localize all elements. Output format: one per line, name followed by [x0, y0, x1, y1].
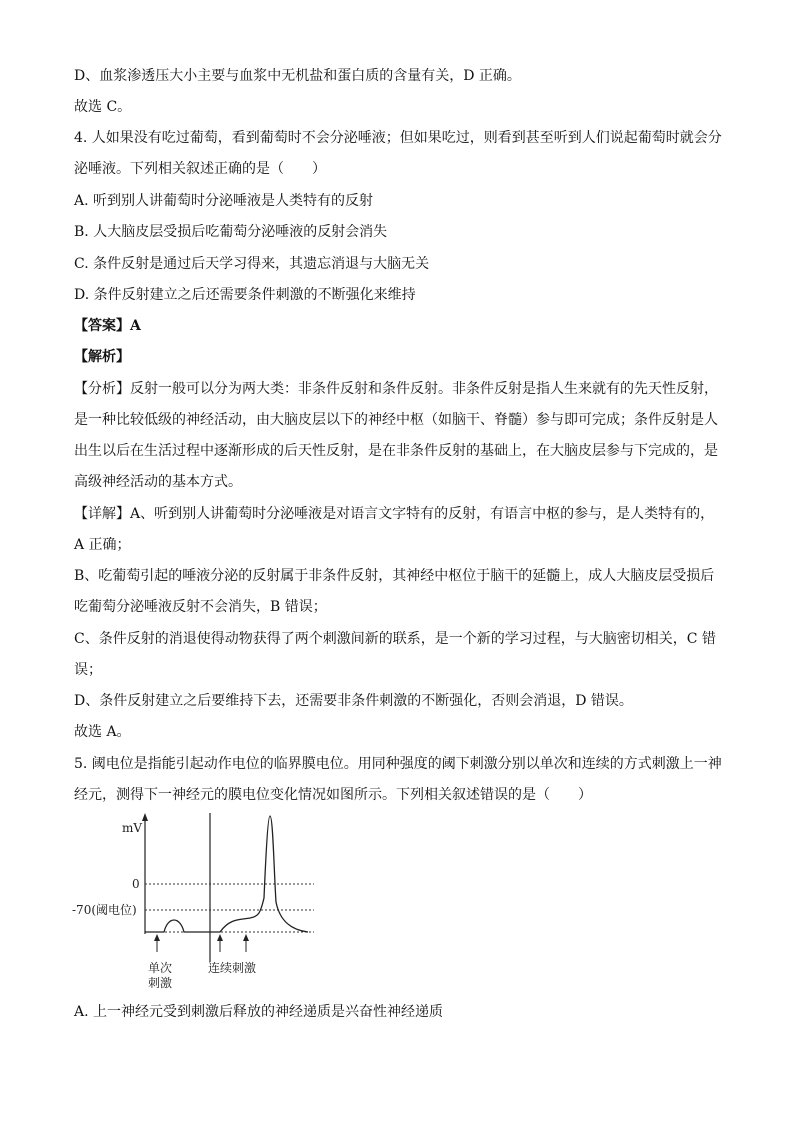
detail-text: 【详解】A、听到别人讲葡萄时分泌唾液是对语言文字特有的反射，有语言中枢的参与，是人类特有的，	[74, 506, 715, 522]
y-axis-arrow	[142, 813, 148, 821]
text-line: 故选 C。	[74, 99, 132, 115]
analysis-label: 【解析】	[74, 349, 130, 365]
detail-text: 吃葡萄分泌唾液反射不会消失，B 错误；	[74, 599, 327, 615]
continuous-stimulus-arrowhead	[217, 934, 223, 941]
analysis-text: 【分析】反射一般可以分为两大类：非条件反射和条件反射。非条件反射是指人生来就有的先天性反射，	[74, 381, 718, 397]
zero-level-label: 0	[132, 877, 140, 891]
single-stimulus-label: 刺激	[148, 976, 173, 990]
detail-text: C、条件反射的消退使得动物获得了两个刺激间新的联系，是一个新的学习过程，与大脑密切相关，C 错	[74, 631, 716, 647]
option-b: B. 人大脑皮层受损后吃葡萄分泌唾液的反射会消失	[74, 224, 388, 240]
question-4-stem: 4. 人如果没有吃过葡萄，看到葡萄时不会分泌唾液；但如果吃过，则看到甚至听到人们说起葡萄时就会分	[74, 130, 722, 146]
answer-label: 【答案】A	[74, 318, 141, 334]
detail-text: A 正确；	[74, 537, 131, 553]
detail-text: 误；	[74, 662, 102, 678]
membrane-potential-figure	[70, 812, 330, 1002]
question-5-stem: 5. 阈电位是指能引起动作电位的临界膜电位。用同种强度的阈下刺激分别以单次和连续的方式刺激上一神	[74, 756, 722, 772]
option-d: D. 条件反射建立之后还需要条件刺激的不断强化来维持	[74, 287, 416, 303]
continuous-stimulus-label: 连续刺激	[208, 961, 257, 975]
analysis-text: 高级神经活动的基本方式。	[74, 474, 242, 490]
membrane-potential-curve	[145, 816, 308, 932]
question-5-stem: 经元，测得下一神经元的膜电位变化情况如图所示。下列相关叙述错误的是（ ）	[74, 787, 592, 803]
question-5-option-a: A. 上一神经元受到刺激后释放的神经递质是兴奋性神经递质	[74, 1004, 444, 1020]
option-c: C. 条件反射是通过后天学习得来，其遗忘消退与大脑无关	[74, 256, 430, 272]
threshold-label: -70(阈电位)	[72, 903, 137, 917]
question-4-stem: 泌唾液。下列相关叙述正确的是（ ）	[74, 161, 326, 177]
text-line: D、血浆渗透压大小主要与血浆中无机盐和蛋白质的含量有关，D 正确。	[74, 68, 521, 84]
single-stimulus-label: 单次	[148, 961, 173, 975]
detail-text: B、吃葡萄引起的唾液分泌的反射属于非条件反射，其神经中枢位于脑干的延髓上，成人大脑皮层受损后	[74, 568, 715, 584]
y-axis-unit: mV	[122, 821, 143, 835]
text-line: 故选 A。	[74, 724, 131, 740]
analysis-text: 出生以后在生活过程中逐渐形成的后天性反射，是在非条件反射的基础上，在大脑皮层参与下完成的，是	[74, 443, 718, 459]
detail-text: D、条件反射建立之后要维持下去，还需要非条件刺激的不断强化，否则会消退，D 错误。	[74, 693, 633, 709]
analysis-text: 是一种比较低级的神经活动，由大脑皮层以下的神经中枢（如脑干、脊髓）参与即可完成；条件反射是人	[74, 412, 718, 428]
option-a: A. 听到别人讲葡萄时分泌唾液是人类特有的反射	[74, 193, 374, 209]
single-stimulus-arrowhead	[154, 934, 160, 941]
continuous-stimulus-arrowhead	[243, 934, 249, 941]
